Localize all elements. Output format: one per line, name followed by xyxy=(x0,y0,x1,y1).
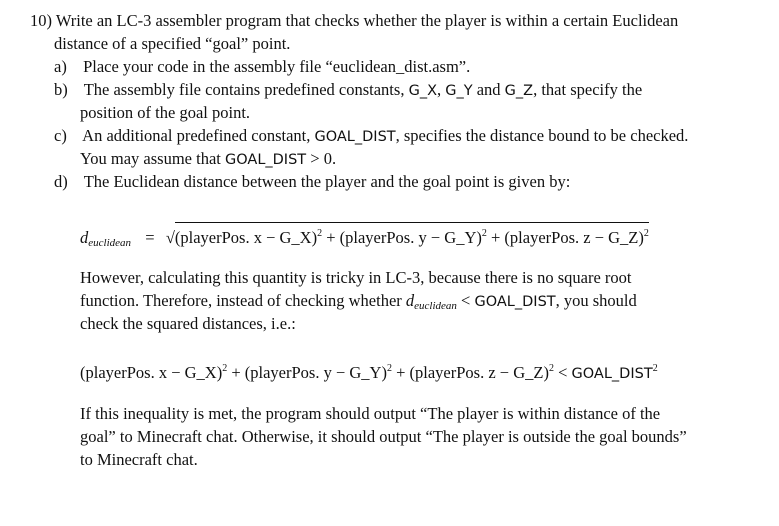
item-c-text-1b: , specifies the distance bound to be checked. xyxy=(395,126,689,145)
const-goal-dist-2: GOAL_DIST xyxy=(225,152,307,168)
formula2-plus1: + xyxy=(231,363,241,382)
item-c-text-2b: > 0. xyxy=(306,149,337,168)
item-b-text-2: position of the goal point. xyxy=(80,103,251,122)
item-d xyxy=(54,172,570,192)
const-goal-dist: GOAL_DIST xyxy=(314,129,396,145)
item-d-marker: d) xyxy=(54,172,68,191)
para1-line-1 xyxy=(80,268,631,288)
sqrt-group xyxy=(166,222,649,248)
question-intro-1: Write an LC-3 assembler program that checks whether the player is within a certain Euclidean xyxy=(55,11,679,30)
formula1-term3: (playerPos. z − G_Z) xyxy=(504,228,644,247)
item-c xyxy=(54,126,688,147)
para1-lt: < xyxy=(456,291,475,310)
formula2-sq3: 2 xyxy=(548,363,554,374)
formula1-sq2: 2 xyxy=(481,228,487,239)
question-line-1 xyxy=(30,11,678,31)
question-line-2 xyxy=(54,34,290,54)
sqrt-icon: √ xyxy=(165,228,175,247)
para2-line-2 xyxy=(80,427,687,447)
formula2-term3: (playerPos. z − G_Z) xyxy=(409,363,549,382)
formula-euclidean xyxy=(80,222,649,253)
formula2-term1: (playerPos. x − G_X) xyxy=(80,363,223,382)
formula2-rhs: GOAL_DIST xyxy=(571,366,653,382)
para1-line-3 xyxy=(80,314,296,334)
para2-text-2: goal” to Minecraft chat. Otherwise, it should output “The player is outside the goal bounds” xyxy=(80,427,687,446)
question-number: 10) xyxy=(30,11,52,30)
para2-line-1 xyxy=(80,404,660,424)
item-b-sep-2: and xyxy=(472,80,505,99)
para1-text-1: However, calculating this quantity is tricky in LC-3, because there is no square root xyxy=(80,268,632,287)
sqrt-radicand xyxy=(175,222,649,248)
question-intro-2: distance of a specified “goal” point. xyxy=(54,34,291,53)
item-b-line-2 xyxy=(80,103,250,123)
formula2-plus2: + xyxy=(396,363,406,382)
formula1-eq: = xyxy=(145,228,155,247)
formula1-d: d xyxy=(80,228,89,247)
item-c-line-2 xyxy=(80,149,336,170)
item-a xyxy=(54,57,470,77)
item-b-sep-3: , that specify the xyxy=(533,80,643,99)
para2-text-1: If this inequality is met, the program should output “The player is within distance of the xyxy=(80,404,661,423)
item-b-sep-1: , xyxy=(437,80,446,99)
const-g-z: G_Z xyxy=(504,83,534,99)
para1-const: GOAL_DIST xyxy=(474,294,556,310)
formula2-sq1: 2 xyxy=(222,363,228,374)
formula2-lt: < xyxy=(558,363,568,382)
para1-line-2 xyxy=(80,291,637,316)
para2-line-3 xyxy=(80,450,198,470)
formula-squared xyxy=(80,359,658,384)
para1-text-3: check the squared distances, i.e.: xyxy=(80,314,296,333)
const-g-y: G_Y xyxy=(445,83,473,99)
item-c-text-2: You may assume that xyxy=(80,149,225,168)
formula1-term2: (playerPos. y − G_Y) xyxy=(339,228,482,247)
formula2-sq2: 2 xyxy=(386,363,392,374)
para1-sub: euclidean xyxy=(414,300,457,312)
item-d-text: The Euclidean distance between the player and the goal point is given by: xyxy=(83,172,571,191)
formula1-sq1: 2 xyxy=(317,228,323,239)
formula1-sub: euclidean xyxy=(88,237,132,249)
formula2-term2: (playerPos. y − G_Y) xyxy=(244,363,387,382)
formula2-sq4: 2 xyxy=(652,363,658,374)
formula1-term1: (playerPos. x − G_X) xyxy=(174,228,318,247)
para2-text-3: to Minecraft chat. xyxy=(80,450,198,469)
formula1-plus2: + xyxy=(490,228,501,247)
para1-text-2b: , you should xyxy=(555,291,637,310)
item-b-text-1: The assembly file contains predefined constants, xyxy=(83,80,409,99)
item-c-text-1: An additional predefined constant, xyxy=(82,126,315,145)
para1-text-2a: function. Therefore, instead of checking whether xyxy=(80,291,406,310)
item-b xyxy=(54,80,642,101)
formula1-plus1: + xyxy=(326,228,336,247)
item-a-marker: a) xyxy=(54,57,67,76)
formula1-sq3: 2 xyxy=(643,228,649,239)
item-c-marker: c) xyxy=(54,126,67,145)
para1-d: d xyxy=(405,291,415,310)
item-a-text: Place your code in the assembly file “euclidean_dist.asm”. xyxy=(83,57,471,76)
item-b-marker: b) xyxy=(54,80,68,99)
const-g-x: G_X xyxy=(408,83,437,99)
